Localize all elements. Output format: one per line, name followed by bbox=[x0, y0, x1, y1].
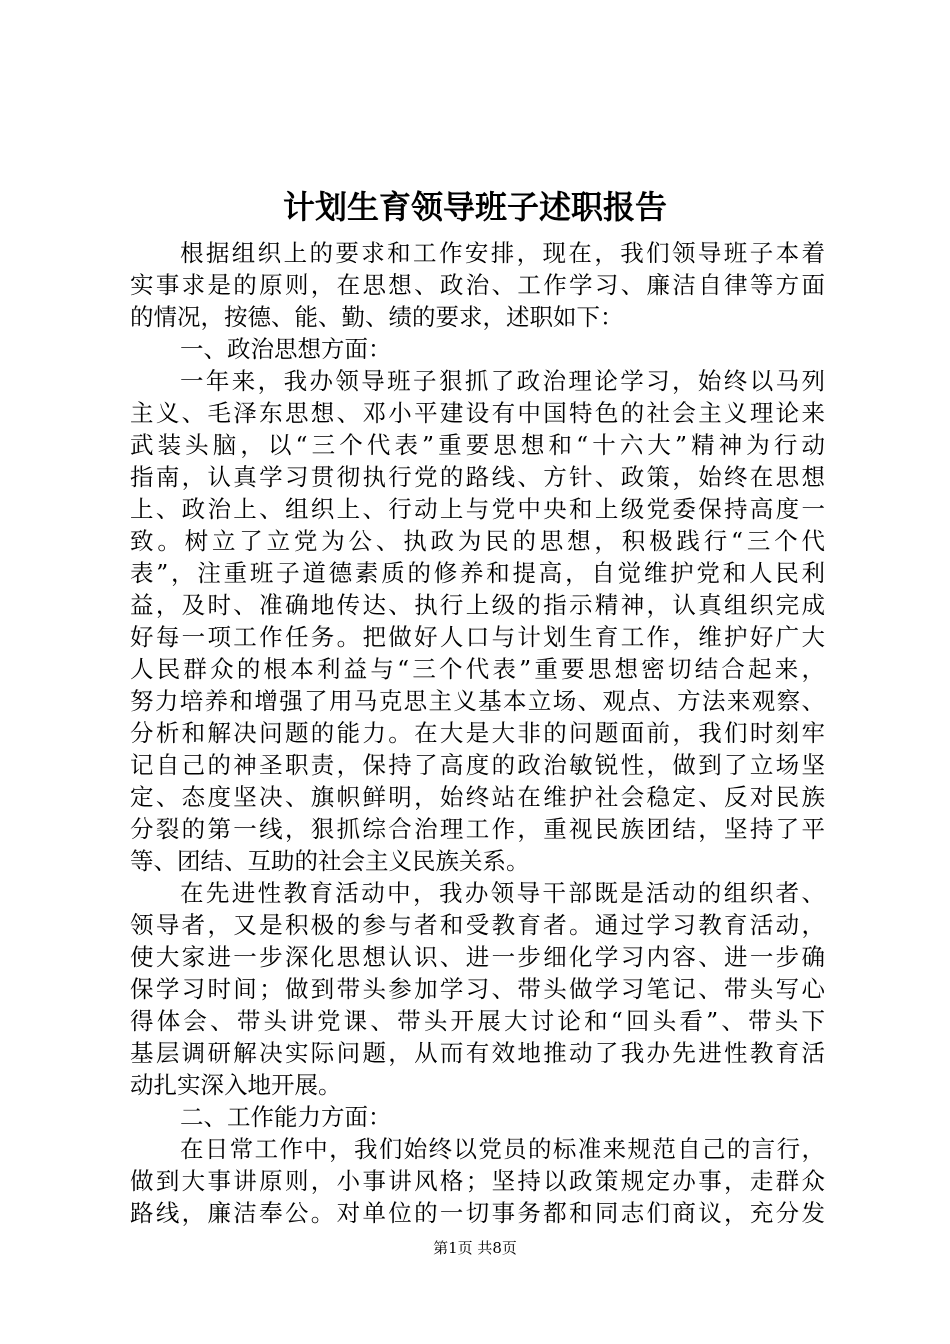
document-title: 计划生育领导班子述职报告 bbox=[282, 188, 667, 226]
text-line: 路线，廉洁奉公。对单位的一切事务都和同志们商议，充分发 bbox=[130, 1199, 825, 1227]
page-footer: 第1页 共8页 bbox=[433, 1239, 517, 1257]
text-line: 努力培养和增强了用马克思主义基本立场、观点、方法来观察、 bbox=[130, 687, 825, 715]
text-line: 保学习时间；做到带头参加学习、带头做学习笔记、带头写心 bbox=[130, 975, 825, 1003]
text-line: 二、工作能力方面： bbox=[180, 1103, 392, 1131]
text-line: 一、政治思想方面： bbox=[180, 335, 392, 363]
text-line: 的情况，按德、能、勤、绩的要求，述职如下： bbox=[130, 303, 624, 331]
text-line: 人民群众的根本利益与“三个代表”重要思想密切结合起来， bbox=[130, 655, 825, 683]
text-line: 基层调研解决实际问题，从而有效地推动了我办先进性教育活 bbox=[130, 1039, 825, 1067]
text-line: 主义、毛泽东思想、邓小平建设有中国特色的社会主义理论来 bbox=[130, 399, 825, 427]
text-line: 定、态度坚决、旗帜鲜明，始终站在维护社会稳定、反对民族 bbox=[130, 783, 825, 811]
text-line: 实事求是的原则，在思想、政治、工作学习、廉洁自律等方面 bbox=[130, 271, 825, 299]
text-line: 分裂的第一线，狠抓综合治理工作，重视民族团结，坚持了平 bbox=[130, 815, 825, 843]
text-line: 得体会、带头讲党课、带头开展大讨论和“回头看”、带头下 bbox=[130, 1007, 825, 1035]
text-line: 动扎实深入地开展。 bbox=[130, 1071, 342, 1099]
text-line: 上、政治上、组织上、行动上与党中央和上级党委保持高度一 bbox=[130, 495, 825, 523]
text-line: 分析和解决问题的能力。在大是大非的问题面前，我们时刻牢 bbox=[130, 719, 825, 747]
text-line: 记自己的神圣职责，保持了高度的政治敏锐性，做到了立场坚 bbox=[130, 751, 825, 779]
text-line: 一年来，我办领导班子狠抓了政治理论学习，始终以马列 bbox=[180, 367, 825, 395]
text-line: 益，及时、准确地传达、执行上级的指示精神，认真组织完成 bbox=[130, 591, 825, 619]
text-line: 致。树立了立党为公、执政为民的思想，积极践行“三个代 bbox=[130, 527, 825, 555]
text-line: 做到大事讲原则，小事讲风格；坚持以政策规定办事，走群众 bbox=[130, 1167, 825, 1195]
text-line: 等、团结、互助的社会主义民族关系。 bbox=[130, 847, 530, 875]
document-body bbox=[130, 237, 825, 1229]
text-line: 好每一项工作任务。把做好人口与计划生育工作，维护好广大 bbox=[130, 623, 825, 651]
text-line: 武装头脑，以“三个代表”重要思想和“十六大”精神为行动 bbox=[130, 431, 825, 459]
text-line: 领导者，又是积极的参与者和受教育者。通过学习教育活动， bbox=[130, 911, 825, 939]
text-line: 根据组织上的要求和工作安排，现在，我们领导班子本着 bbox=[180, 239, 825, 267]
text-line: 使大家进一步深化思想认识、进一步细化学习内容、进一步确 bbox=[130, 943, 825, 971]
text-line: 表”，注重班子道德素质的修养和提高，自觉维护党和人民利 bbox=[130, 559, 825, 587]
text-line: 在日常工作中，我们始终以党员的标准来规范自己的言行， bbox=[180, 1135, 825, 1163]
text-line: 在先进性教育活动中，我办领导干部既是活动的组织者、 bbox=[180, 879, 825, 907]
text-line: 指南，认真学习贯彻执行党的路线、方针、政策，始终在思想 bbox=[130, 463, 825, 491]
